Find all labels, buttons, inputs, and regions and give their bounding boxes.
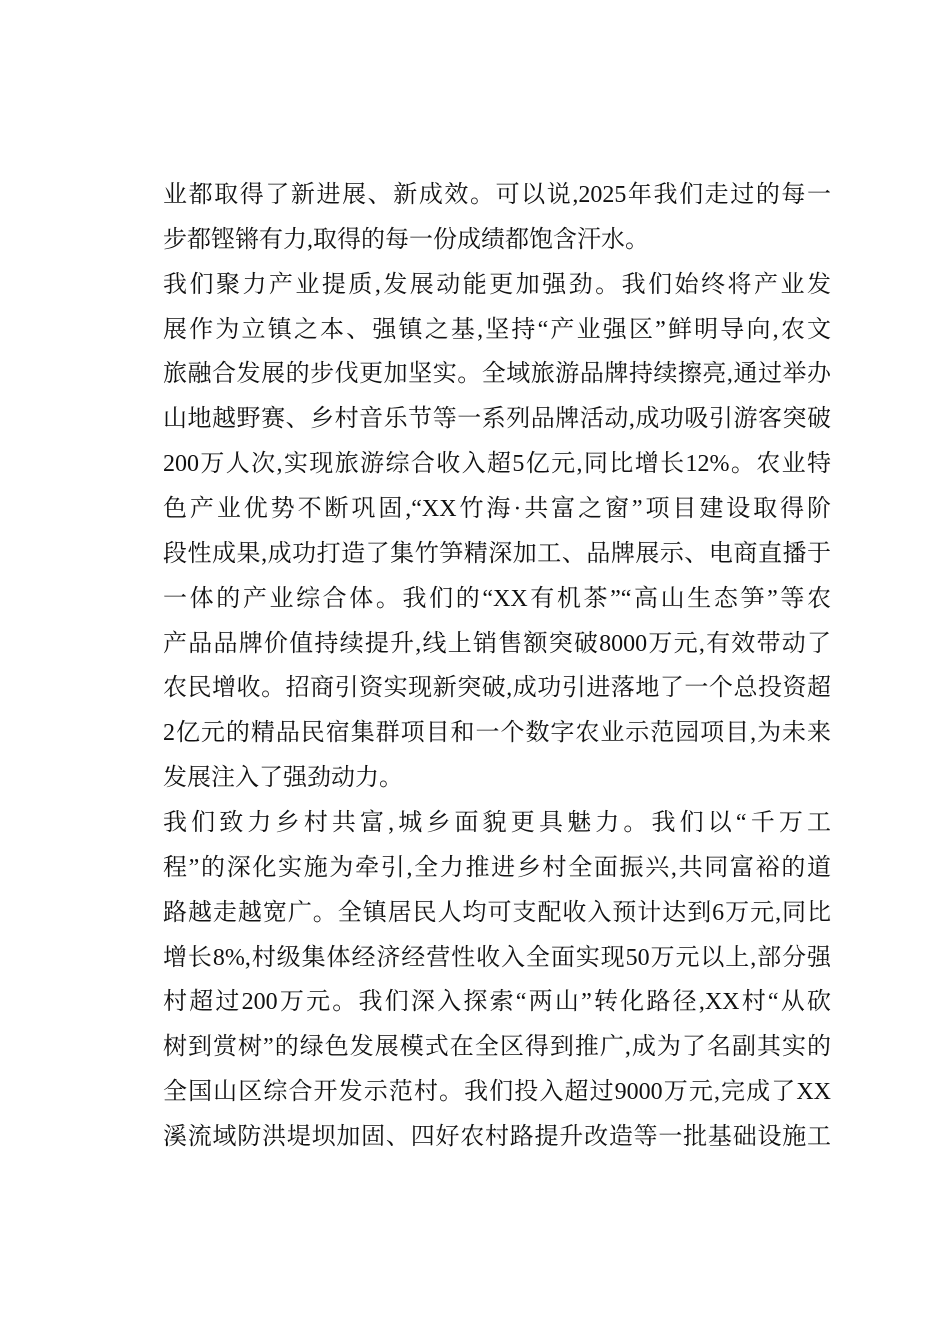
text-line: 路越走越宽广。全镇居民人均可支配收入预计达到6万元,同比 [163, 899, 831, 926]
text-line: 农民增收。招商引资实现新突破,成功引进落地了一个总投资超 [163, 675, 831, 702]
text-line: 山地越野赛、乡村音乐节等一系列品牌活动,成功吸引游客突破 [163, 406, 831, 433]
text-line: 增长8%,村级集体经济经营性收入全面实现50万元以上,部分强 [163, 944, 831, 971]
text-line: 产品品牌价值持续提升,线上销售额突破8000万元,有效带动了 [163, 630, 831, 657]
text-line: 2亿元的精品民宿集群项目和一个数字农业示范园项目,为未来 [163, 720, 831, 747]
text-line: 旅融合发展的步伐更加坚实。全域旅游品牌持续擦亮,通过举办 [163, 361, 831, 388]
text-line: 我们致力乡村共富,城乡面貌更具魅力。我们以“千万工 [163, 810, 831, 837]
text-line: 全国山区综合开发示范村。我们投入超过9000万元,完成了XX [163, 1079, 831, 1106]
text-line: 段性成果,成功打造了集竹笋精深加工、品牌展示、电商直播于 [163, 540, 831, 567]
text-line: 色产业优势不断巩固,“XX竹海·共富之窗”项目建设取得阶 [163, 496, 831, 523]
text-line: 程”的深化实施为牵引,全力推进乡村全面振兴,共同富裕的道 [163, 854, 831, 881]
text-line: 步都铿锵有力,取得的每一份成绩都饱含汗水。 [163, 226, 649, 253]
text-line: 溪流域防洪堤坝加固、四好农村路提升改造等一批基础设施工 [163, 1124, 831, 1151]
text-line: 200万人次,实现旅游综合收入超5亿元,同比增长12%。农业特 [163, 451, 831, 478]
text-line: 发展注入了强劲动力。 [163, 765, 403, 792]
text-line: 业都取得了新进展、新成效。可以说,2025年我们走过的每一 [163, 182, 831, 208]
text-line: 我们聚力产业提质,发展动能更加强劲。我们始终将产业发 [163, 271, 831, 298]
text-line: 展作为立镇之本、强镇之基,坚持“产业强区”鲜明导向,农文 [163, 316, 831, 343]
text-line: 树到赏树”的绿色发展模式在全区得到推广,成为了名副其实的 [163, 1034, 831, 1061]
text-line: 村超过200万元。我们深入探索“两山”转化路径,XX村“从砍 [163, 989, 831, 1016]
text-line: 一体的产业综合体。我们的“XX有机茶”“高山生态笋”等农 [163, 585, 831, 612]
